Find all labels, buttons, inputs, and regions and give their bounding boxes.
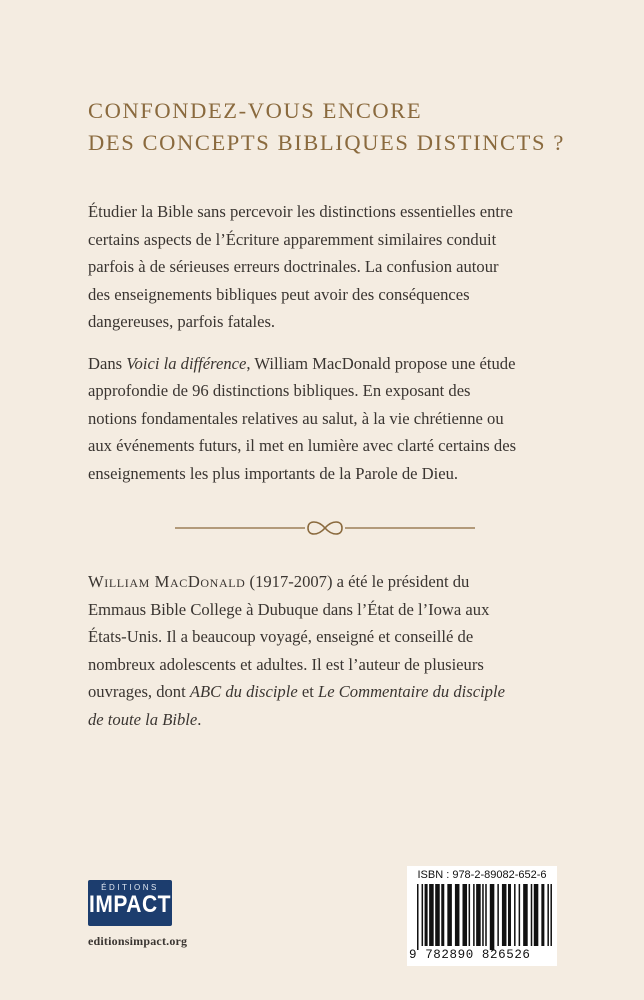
text-line (88, 706, 568, 734)
infinity-divider-ornament (175, 515, 475, 541)
blurb-paragraph-1 (88, 198, 568, 336)
text-fragment: . (197, 709, 202, 729)
blurb (88, 198, 568, 501)
text-line (88, 568, 568, 596)
barcode-bar (441, 884, 444, 946)
author-bio (88, 568, 568, 733)
logo-top-text: ÉDITIONS (101, 883, 159, 892)
barcode-bar (497, 884, 499, 946)
text-fragment: ouvrages, dont (88, 682, 190, 701)
blurb-paragraph-2 (88, 350, 568, 488)
text-fragment: Dans (88, 353, 127, 373)
isbn-label: ISBN : 978-2-89082-652-6 (417, 869, 547, 881)
barcode-bar (447, 884, 452, 946)
text-line: approfondie de 96 distinctions bibliques. En exposant des (88, 381, 471, 400)
barcode-bar (455, 884, 460, 946)
barcode-bar (482, 884, 484, 946)
barcode-bar (514, 884, 516, 946)
barcode-bar (485, 884, 487, 946)
text-line: Emmaus Bible College à Dubuque dans l’État de l’Iowa aux (88, 599, 490, 619)
barcode-bar (519, 884, 521, 946)
barcode-bar (476, 884, 481, 946)
barcode-bar (541, 884, 544, 946)
barcode-bar (502, 884, 507, 946)
editions-impact-logo (88, 880, 172, 926)
barcode-bar (473, 884, 475, 946)
barcode-bar (429, 884, 434, 946)
text-line: aux événements futurs, il met en lumière avec clarté certains des (88, 436, 517, 455)
publisher-website: editionsimpact.org (88, 934, 188, 948)
headline (88, 95, 608, 159)
text-line (88, 350, 568, 378)
text-line: enseignements les plus importants de la Parole de Dieu. (88, 463, 459, 483)
barcode-bar (523, 884, 528, 946)
barcode-bar (417, 884, 419, 950)
isbn-barcode (407, 866, 557, 966)
barcode-bar (534, 884, 539, 946)
text-line: nombreux adolescents et adultes. Il est l’auteur de plusieurs (88, 654, 484, 674)
text-line: certains aspects de l’Écriture apparemment similaires conduit (88, 229, 497, 249)
book-title-commentaire-part-2: de toute la Bible (88, 709, 198, 729)
barcode-bar (462, 884, 467, 946)
text-line: parfois à de sérieuses erreurs doctrinales. La confusion autour (88, 257, 499, 276)
text-fragment: (1917-2007) a été le président du (245, 572, 470, 591)
barcode-bar (547, 884, 549, 946)
book-title-voici-la-difference: Voici la différence (126, 353, 247, 373)
text-line: États-Unis. Il a beaucoup voyagé, enseigné et conseillé de (88, 627, 474, 646)
text-fragment: , William MacDonald propose une étude (246, 353, 516, 373)
headline-line-2: DES CONCEPTS BIBLIQUES DISTINCTS ? (88, 130, 565, 155)
barcode-bar (490, 884, 495, 950)
barcode-bar (531, 884, 533, 946)
text-line: notions fondamentales relatives au salut, à la vie chrétienne ou (88, 408, 504, 428)
barcode-bar (422, 884, 424, 946)
barcode-bar (425, 884, 428, 946)
barcode-bar (469, 884, 471, 946)
barcode-digits: 9 782890 826526 (409, 948, 531, 962)
text-line (88, 678, 568, 706)
book-title-commentaire-part-1: Le Commentaire du disciple (317, 682, 505, 701)
text-fragment: et (297, 682, 318, 701)
text-line: dangereuses, parfois fatales. (88, 312, 276, 331)
headline-line-1: CONFONDEZ-VOUS ENCORE (88, 98, 423, 123)
logo-main-text: IMPACT (89, 891, 171, 918)
author-name: William MacDonald (88, 572, 246, 591)
barcode-bar (550, 884, 552, 946)
barcode-bars (417, 884, 557, 950)
book-title-abc-du-disciple: ABC du disciple (189, 682, 298, 701)
barcode-bar (435, 884, 440, 946)
text-line: des enseignements bibliques peut avoir des conséquences (88, 284, 470, 304)
barcode-bar (508, 884, 511, 946)
text-line: Étudier la Bible sans percevoir les distinctions essentielles entre (88, 202, 513, 221)
